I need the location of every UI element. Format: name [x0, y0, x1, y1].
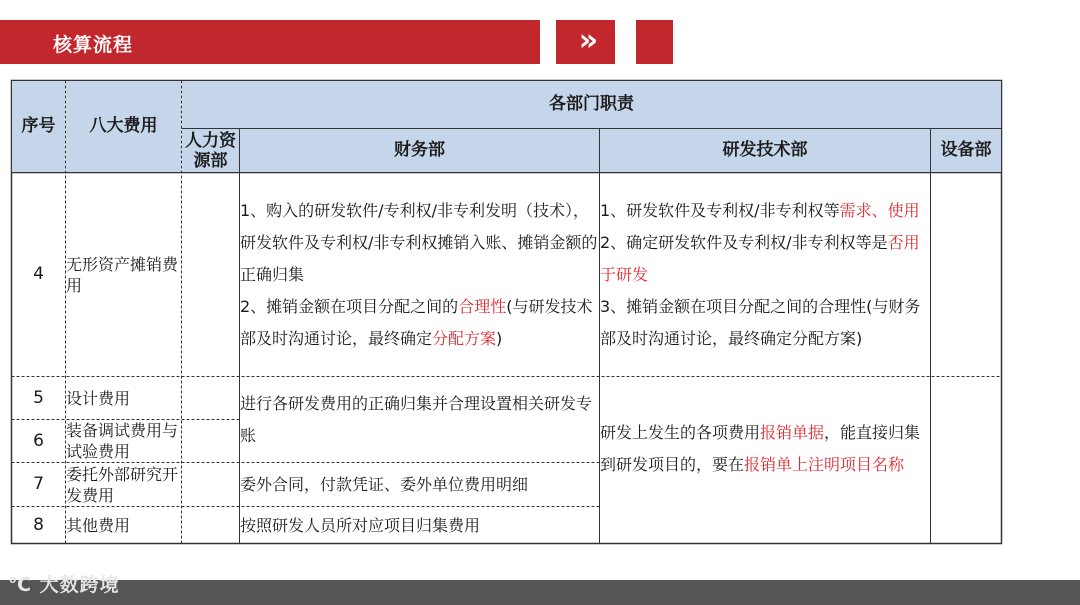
finance-row7-text: 委外合同，付款凭证、委外单位费用明细 — [240, 475, 529, 494]
row-category — [66, 377, 181, 419]
row-category-label: 装备调试费用与试验费用 — [66, 421, 179, 461]
finance-row4-p1: 1、购入的研发软件/专利权/非专利发明（技术），研发软件及专利权/非专利权摊销入账、摊销金额的正确归集 — [240, 200, 598, 284]
highlight-text: 报销单上注明项目名称 — [744, 455, 905, 474]
rd-rows5-8-prefix: 研发上发生的各项费用 — [600, 423, 761, 442]
highlight-text: 否用于研发 — [600, 232, 920, 284]
col-header-hr: 人力资源部 — [182, 129, 239, 172]
col-header-finance: 财务部 — [240, 129, 599, 172]
rd-row4-p2: 2、确定研发软件及专利权/非专利权等是 — [600, 232, 888, 252]
finance-row4-p2: 2、摊销金额在项目分配之间的 — [240, 296, 459, 316]
rd-row4-text — [600, 195, 930, 355]
col-header-rd: 研发技术部 — [600, 129, 930, 172]
finance-row4-p2-end: ) — [496, 328, 503, 348]
page-title: 核算流程 — [53, 34, 134, 56]
row-category-label: 委托外部研究开发费用 — [66, 464, 179, 505]
rd-row4-p1: 1、研发软件及专利权/非专利权等 — [600, 200, 840, 220]
highlight-text: 报销单据 — [760, 423, 825, 442]
row-number: 6 — [33, 430, 44, 451]
row-category — [66, 463, 181, 506]
finance-row4-p2-mid: (与研发技术部及时沟通讨论，最终确定 — [240, 296, 593, 348]
footer-bar — [0, 580, 1080, 605]
row-category-label: 其他费用 — [66, 515, 131, 535]
col-header-category: 八大费用 — [66, 81, 181, 172]
row-category — [66, 507, 181, 543]
highlight-text: 需求、使用 — [839, 200, 920, 220]
next-arrow-icon[interactable]: » — [556, 20, 615, 64]
highlight-text: 合理性 — [458, 296, 507, 316]
rd-row4 — [600, 173, 930, 376]
rd-row4-p3: 3、摊销金额在项目分配之间的合理性(与财务部及时沟通讨论，最终确定分配方案) — [600, 296, 921, 348]
finance-row8-text: 按照研发人员所对应项目归集费用 — [240, 515, 481, 535]
row-number: 4 — [33, 264, 44, 284]
finance-row8 — [240, 507, 599, 543]
finance-row4 — [240, 173, 599, 376]
finance-row4-text — [240, 195, 599, 355]
finance-row7 — [240, 463, 599, 506]
col-header-seq: 序号 — [12, 81, 65, 172]
row-category — [66, 420, 181, 462]
col-header-equipment: 设备部 — [931, 129, 1001, 172]
row-number: 5 — [33, 387, 44, 408]
highlight-text: 分配方案 — [432, 328, 497, 348]
watermark-text: 大数跨境 — [39, 574, 120, 596]
col-header-group: 各部门职责 — [182, 81, 1001, 128]
finance-rows56 — [240, 377, 599, 462]
rd-rows5-8-mid: ，能直接归集到研发项目的，要在 — [600, 423, 921, 474]
row-category-label: 无形资产摊销费用 — [66, 254, 179, 295]
row-category-label: 设计费用 — [66, 388, 131, 408]
watermark-icon: ℃ — [8, 574, 33, 596]
watermark-logo — [8, 570, 120, 597]
finance-rows56-text: 进行各研发费用的正确归集并合理设置相关研发专账 — [240, 393, 593, 445]
row-number: 7 — [33, 474, 44, 494]
row-number: 8 — [33, 514, 44, 535]
rd-rows5-8-text — [600, 417, 930, 481]
row-category — [66, 173, 181, 376]
rd-rows5-8 — [600, 377, 930, 543]
